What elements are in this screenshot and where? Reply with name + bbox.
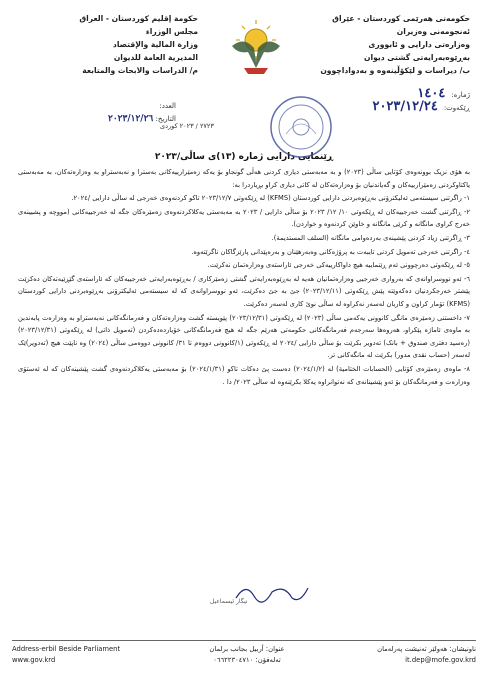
letterhead: [12, 8, 476, 124]
header-line: م/ الدراسات والابحاث والمتابعة: [82, 66, 198, 75]
footer-website: www.gov.krd: [12, 656, 56, 664]
signature-name: نیگار ئیسماعیل: [210, 598, 248, 605]
footer-address-arabic: عنوان: أربيل بجانب برلمان: [209, 645, 285, 653]
paragraph: ١- راگرتنی سیستەمی ئەلیکترۆنی بەڕێوەبردنی دارایی کوردستان (KFMS) لە ڕێکەوتی ٢٠٢٣/١٢/٧ تاکو کردنەوەی خەرجی لە ساڵی دارایی /٢٠٢٤.: [71, 194, 470, 203]
header-line: حکومەتی هەرێمی کوردستان - عێراق: [332, 14, 470, 23]
tarikh-value: ٢٠٢٣/١٢/٢٦: [107, 114, 154, 124]
footer-address-kurdish: ناونیشان: هەولێر تەنیشت پەرلەمان: [377, 645, 476, 653]
paragraph: ٥- لە ڕێکەوتی دەرچوونی ئەم ڕێنماییە هیچ داواکارییەکی خەرجی ئاراستەی وەزارەتمان نەکرێت.: [207, 261, 470, 270]
paragraph: ٢- ڕاگرتنی گشت خەرجییەکان لە ڕێکەوتی ١٠/ ١٢/ ٢٠٢٣ بۆ ساڵی دارایی / ٢٠٢٣ بە مەبەستی یەکلاکردنەوەی زەمێرەکان جگە لە خەرجییەکانی (مووچە و پشیینەی خەرج کراوی مانگانە و کرێی مانگانە و خاوێن کردنەوە و خواردن).: [18, 207, 470, 229]
paragraph: بە هۆی نزیک بوونەوەی کۆتایی ساڵی (٢٠٢٣) و بە مەبەستی دیاری کردنی هەڵی گونجاو بۆ یەکە زەمێرارییەکانی بەسترا و نەبەستراو بە وەزارەتەکان، بە مەبەستی یاکتاوکردنی زەمێرارییەکان و گەیاندنیان بۆ وەزارەتەکان لە کاتی دیاری کراو بڕیاردرا بە:: [18, 168, 470, 189]
letterhead-kurdish: [280, 12, 470, 77]
date-label: ڕێکەوت:: [443, 104, 470, 112]
footer: [12, 644, 476, 682]
header-line: وەزارەتی دارایی و ئابووری: [368, 40, 470, 49]
footer-address: Address-erbil Beside Parliament: [12, 645, 121, 653]
reference-block-arabic: [26, 100, 176, 126]
header-line: المديرية العامة للديوان: [113, 53, 198, 62]
tarikh-label: التاريخ:: [155, 115, 176, 123]
number-label: ژمارە:: [451, 91, 470, 99]
paragraph: ٤- راگرتنی خەرجی تەمویل کردنی تایبەت بە پرۆژەکانی وەبەرهێنان و بەرەپێدانی پارێزگاکان ناگرێتەوە.: [191, 247, 470, 256]
adad-label: العدد:: [159, 102, 176, 110]
kurdistan-emblem-icon: [224, 18, 288, 76]
official-stamp-icon: [268, 94, 334, 160]
paragraph: ٨- ماوەی زەمێرەی کۆتایی (الحسابات الختامية) لە (٢٠٢٤/١/٢) دەست پێ دەکات تاکو (٢٠٢٤/١/٣١) بۆ مەبەستی یەکلاکردنەوەی گشت پێشینەکان کە لە ئەستۆی وەزارەت و فەرمانگەکان بۆ ئەو پێشینانەی کە نەتوانراوە یەکلا بکرێنەوە لە ساڵی ٢٠٢٣/ دا .: [18, 364, 470, 386]
number-value: ١٤٠٤: [417, 86, 446, 101]
reference-block: [372, 88, 470, 114]
document-title: ڕێنمایی دارایی ژمارە (١٣)ی ساڵی/٢٠٢٣: [154, 152, 334, 162]
footer-english: [12, 644, 120, 666]
footer-divider: [12, 640, 476, 641]
header-line: مجلس الوزراء: [145, 27, 198, 36]
footer-email: it.dep@mofe.gov.krd: [405, 656, 476, 664]
header-line: حكومة إقليم كوردستان - العراق: [79, 14, 198, 23]
header-line: بەڕێوەبەرایەتی گشتی دیوان: [364, 53, 470, 62]
footer-phone: تەلەفۆن: ٠٦٦٢٢٣٠٤٧١٠: [213, 656, 281, 664]
header-line: ب/ دیراسات و لێکۆڵینەوە و بەدواداچوون: [320, 66, 470, 75]
date-value: ٢٠٢٣/١٢/٢٤: [372, 99, 438, 114]
footer-arabic: [162, 644, 332, 666]
document-body: [12, 166, 476, 388]
header-line: وزارة المالية والإقتصاد: [112, 40, 198, 49]
paragraph: ٦- ئەو نووسراوانەی کە بەرواری خەرجیی وەزارەتمانیان هەیە لە بەڕێوەبەرایەتی گشتی زەمێرکاری / بەڕێوەبەرایەتی خەرجییەکان کە ئاراستەی گێڕێیەتەکان دەکرێت پێشتر خەرجکردنیان دەکەوێتە پێش ڕێکەوتی (٢٠٢٣/١٢/١١) جێ بە جێ دەکرێت، ئەو نووسراوانەی کە لە سیستەمی ئەلیکترۆنی بەڕێوەبردنی دارایی کوردستان (KFMS) تۆمار کراون و کاریان لەسەر نەکراوە لە ساڵی نوێ کاری لەسەر دەکرێت.: [18, 274, 470, 308]
header-line: ئەنجومەنی وەزیران: [396, 27, 470, 36]
footer-kurdish: [377, 644, 476, 666]
reference-note: ٢٧٢٣ / ٢٠٢٣ کوردی: [160, 122, 214, 130]
letterhead-arabic: [18, 12, 198, 77]
paragraph: ٧- داخستنی زەمێرەی مانگی کانوونی یەکەمی ساڵی (٢٠٢٣) لە ڕێکەوتی (٢٠٢٣/١٢/٣١) پێویستە گشت وەزارەتەکان و فەرمانگەکانی نەبەستراو بە وەزارەت پابەندبن بە ماوەی ئاماژە پێکراو، هەروەها سەرجەم فەرمانگەکانی حکومەتی هەرێم جگە لە هیچ فەرمانگەکانی خۆیاردەدەکردن (تەمویل ذاتی) لە ڕێکەوتی (٢٠٢٣/١٢/٣١) (رەسید دفتری صندوق + بانک) تەدویر بکرێت بۆ ساڵی دارایی /٢٠٢٤ لە ڕێکەوتی (١/کانوونی دووەم تا ٣١/ کانوونی دووەمی ساڵی (٢٠٢٤) وە ناپێت هیچ (تەدویر)ێک لەسەر (حساب نقدی مدور) بکرێت لە مانگەکانی تر.: [18, 313, 471, 360]
paragraph: ٣- ڕاگرتنی زیاد کردنی پێشینەی بەردەوامی مانگانە (السلف المستديمة).: [271, 233, 470, 242]
